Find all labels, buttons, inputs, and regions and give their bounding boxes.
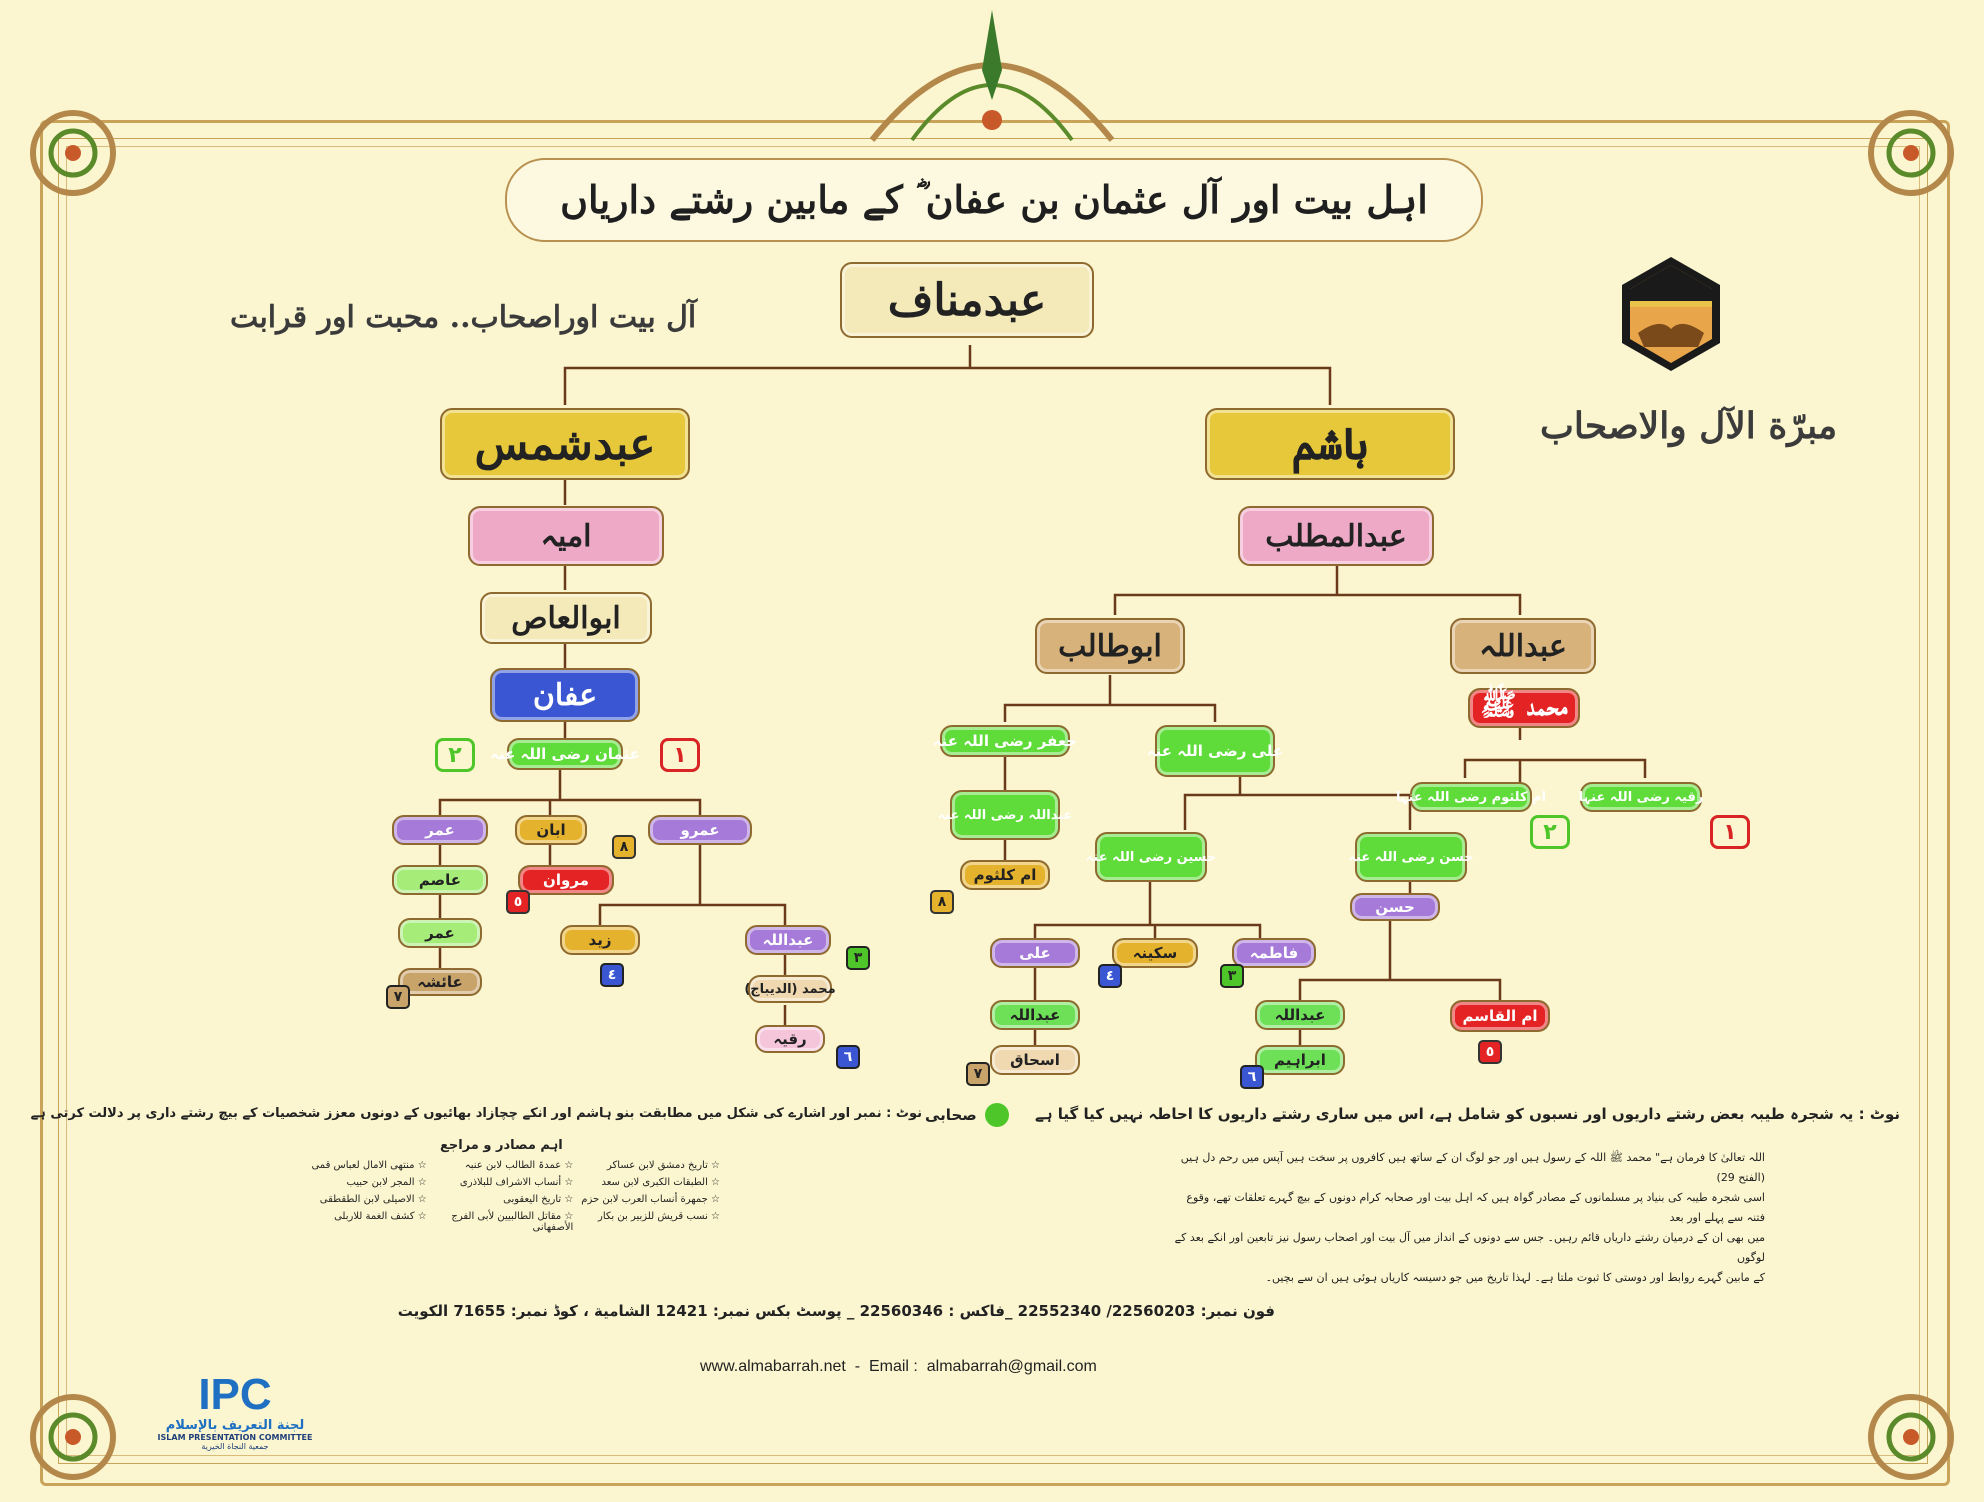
source-item: ☆ جمهرة أنساب العرب لابن حزم [581,1194,720,1205]
node-husain: حسین رضی اللہ عنہ [1095,832,1207,882]
badge-ruqayya-daughter: ١ [1710,815,1750,849]
node-hasan: حسن رضی اللہ عنہ [1355,832,1467,882]
node-umm-kulthum-daughter: ام کلثوم رضی اللہ عنہا [1410,782,1532,812]
note-disclaimer: نوٹ : یہ شجرہ طیبہ بعض رشتے داریوں اور نسبوں کو شامل ہے، اس میں ساری رشتے داریوں کا احاطہ نہیں کیا گیا ہے [1034,1105,1900,1123]
node-abd-muttalib: عبدالمطلب [1238,506,1434,566]
node-abu-talib: ابوطالب [1035,618,1185,674]
node-ishaq: اسحاق [990,1045,1080,1075]
node-muhammad-dibaj: محمد (الدیباج) [748,975,832,1003]
node-ibrahim: ابراہیم [1255,1045,1345,1075]
node-affan: عفان [490,668,640,722]
node-ali-husain: علی [990,938,1080,968]
source-item: ☆ مقاتل الطالبیین لأبی الفرج الأصفهانی [451,1211,574,1233]
ipc-logo [140,1372,330,1472]
source-item: ☆ المجر لابن حبیب [346,1177,427,1188]
quote-line: میں بھی ان کے درمیان رشتے داریاں قائم رہیں۔ جس سے دونوں کے انداز میں آل بیت اور اصحاب رسول نیز تابعین اور انکے بعد کے لوگوں [1174,1231,1765,1264]
quote-line: کے مابین گہرے روابط اور دوستی کا ثبوت ملتا ہے۔ لہذا تاریخ میں جو دسیسہ کاریاں ہوئی ہیں ان سے بچیں۔ [1265,1271,1765,1284]
node-umm-kulthum-jafar: ام کلثوم [960,860,1050,890]
badge-zaid: ٤ [600,963,624,987]
source-item: ☆ الاصیلی لابن الطقطقی [319,1194,427,1205]
node-jafar: جعفر رضی اللہ عنہ [940,725,1070,757]
badge-umm-qasim: ٥ [1478,1040,1502,1064]
node-umar-2: عمر [398,918,482,948]
node-abd-manaf: عبدمناف [840,262,1094,338]
node-muhammad: محمد ﷺ [1468,688,1580,728]
badge-sakina: ٤ [1098,964,1122,988]
node-sakina: سکینہ [1112,938,1198,968]
quote-paragraph [1165,1148,1765,1288]
badge-ishaq: ٧ [966,1062,990,1086]
node-abd-shams: عبدشمس [440,408,690,480]
node-aisha: عائشہ [398,968,482,996]
badge-umm-kulthum-daughter: ٢ [1530,815,1570,849]
note-numbers: نوٹ : نمبر اور اشارے کی شکل میں مطابقت بنو ہاشم اور انکے چچازاد بھائیوں کے دونوں معزز شخصیات کے بیچ رشتے داری پر دلالت کرتی ہے [30,1106,922,1121]
node-abul-aas: ابوالعاص [480,592,652,644]
source-item: ☆ عمدۃ الطالب لابن عنبہ [464,1160,574,1171]
sahabi-marker-icon [985,1103,1009,1127]
node-aban: ابان [515,815,587,845]
node-abdullah-father: عبداللہ [1450,618,1596,674]
ipc-logo-letters: IPC [198,1370,272,1419]
badge-abdullah-amr: ٣ [846,946,870,970]
source-item: ☆ الطبقات الکبری لابن سعد [601,1177,720,1188]
node-zaid: زید [560,925,640,955]
badge-ibrahim: ٦ [1240,1065,1264,1089]
source-item: ☆ کشف الغمة للاربلی [334,1211,427,1222]
node-umar: عمر [392,815,488,845]
node-abdullah-amr: عبداللہ [745,925,831,955]
node-umayya: امیہ [468,506,664,566]
node-ruqayya-daughter: رقیہ رضی اللہ عنہا [1580,782,1702,812]
ipc-logo-english: ISLAM PRESENTATION COMMITTEE [157,1433,313,1442]
node-marwan: مروان [518,865,614,895]
sources-title: اہم مصادر و مراجع [440,1138,563,1153]
note-sahabi: صحابی [925,1106,977,1124]
organization-name: مبرّة الآل والاصحاب [1540,405,1838,447]
badge-uthman-1: ١ [660,738,700,772]
node-fatima: فاطمہ [1232,938,1316,968]
badge-fatima: ٣ [1220,964,1244,988]
badge-umm-kulthum-jafar: ٨ [930,890,954,914]
node-ruqayya-2: رقیہ [755,1025,825,1053]
ipc-logo-arabic-2: جمعية النجاة الخيرية [201,1442,269,1451]
quote-line: اللہ تعالیٰ کا فرمان ہے" محمد ﷺ اللہ کے رسول ہیں اور جو لوگ ان کے ساتھ ہیں کافروں پر سخت ہیں آپس میں رحم دل ہیں (الفتح 29) [1180,1151,1765,1184]
quote-line: اسی شجرہ طیبہ کی بنیاد پر مسلمانوں کے مصادر گواہ ہیں کہ اہل بیت اور صحابہ کرام دونوں کے بیچ گہرے تعلقات تھے، وقوع فتنہ سے پہلے اور بعد [1186,1191,1765,1224]
node-umm-qasim: ام القاسم [1450,1000,1550,1032]
badge-uthman-2: ٢ [435,738,475,772]
badge-aban: ٨ [612,835,636,859]
node-abdullah-jafar: عبداللہ رضی اللہ عنہ [950,790,1060,840]
node-uthman: عثمان رضی اللہ عنہ [507,738,623,770]
node-asim: عاصم [392,865,488,895]
node-hashim: ہاشم [1205,408,1455,480]
source-item: ☆ تاریخ دمشق لابن عساکر [607,1160,720,1171]
badge-marwan: ٥ [506,890,530,914]
source-item: ☆ تاریخ الیعقوبی [503,1194,574,1205]
subtitle: آل بیت اوراصحاب.. محبت اور قرابت [230,300,697,335]
sources-list [280,1160,720,1233]
badge-ruqayya-2: ٦ [836,1045,860,1069]
source-item: ☆ أنساب الاشراف للبلاذری [459,1177,574,1188]
website-email-line: www.almabarrah.net - Email : almabarrah@gmail.com [700,1358,1097,1375]
node-amr: عمرو [648,815,752,845]
contact-line: فون نمبر: 22560203/ 22552340 _فاکس : 22560346 _ پوسٹ بکس نمبر: 12421 الشامیة ، کوڈ نمبر: 71655 الکویت [397,1302,1275,1320]
source-item: ☆ منتهى الامال لعباس قمی [311,1160,427,1171]
source-item: ☆ نسب قریش للزبیر بن بکار [598,1211,720,1222]
badge-aisha: ٧ [386,985,410,1009]
node-ali: علی رضی اللہ عنہ [1155,725,1275,777]
ipc-logo-arabic: لجنة التعريف بالإسلام [165,1418,305,1433]
node-abdullah-ali: عبداللہ [990,1000,1080,1030]
page-title: اہل بیت اور آل عثمان بن عفان ؓ کے مابین رشتے داریاں [560,177,1428,222]
node-hasan-2: حسن [1350,893,1440,921]
node-abdullah-hasan: عبداللہ [1255,1000,1345,1030]
